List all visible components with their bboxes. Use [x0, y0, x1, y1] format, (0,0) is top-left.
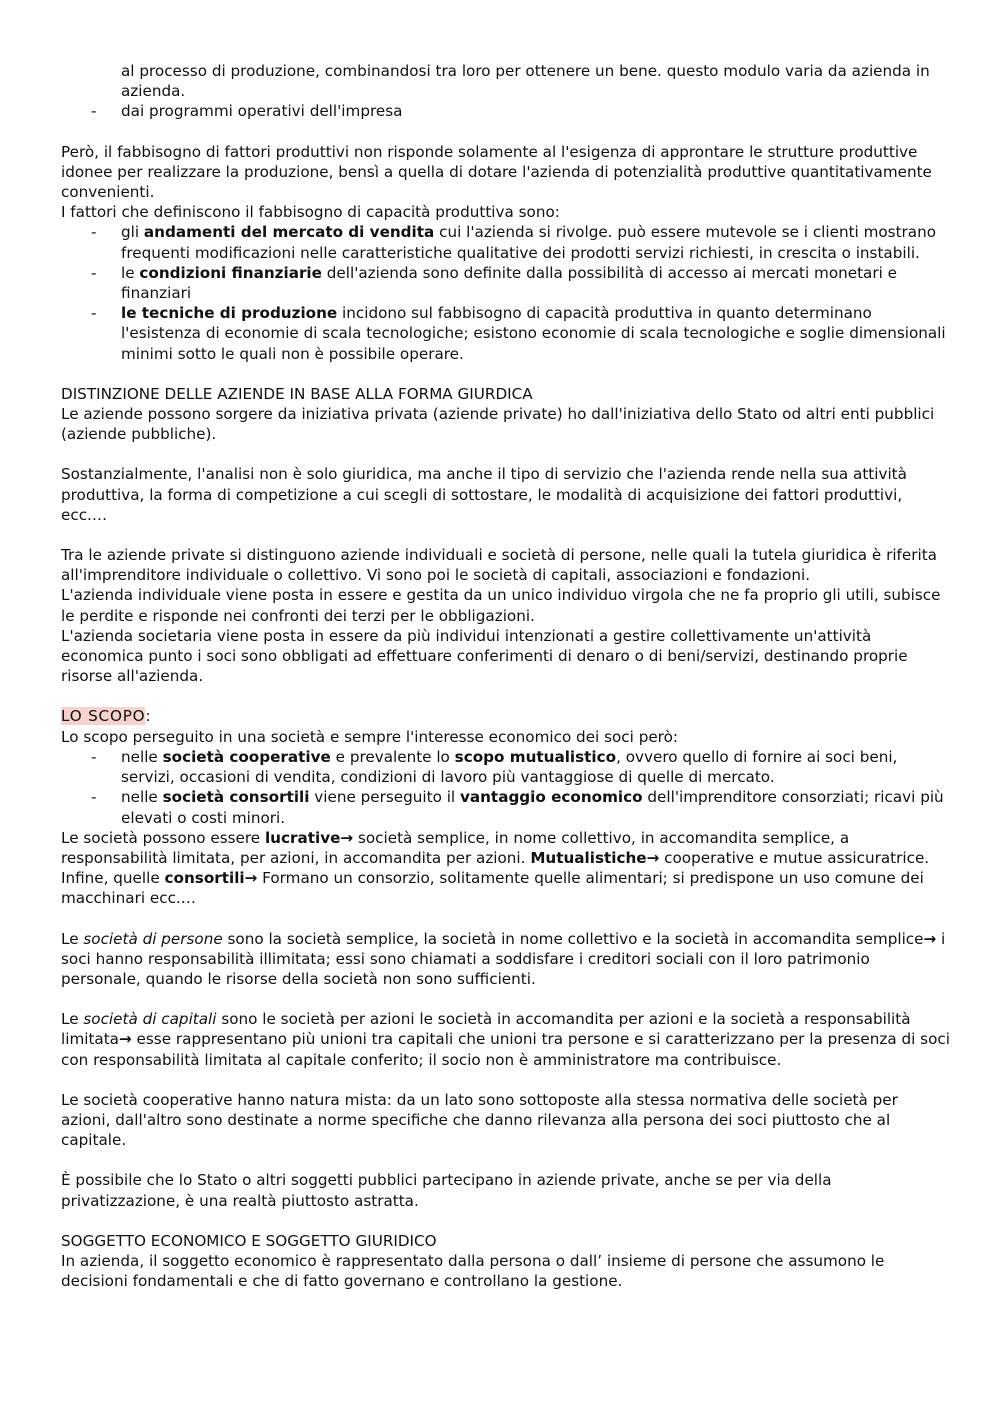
bold-term: Mutualistiche — [530, 848, 647, 867]
list-item-text: dai programmi operativi dell'impresa — [121, 102, 403, 121]
text: gli — [121, 223, 144, 242]
paragraph — [61, 929, 951, 990]
paragraph — [61, 828, 951, 909]
text: incidono sul fabbisogno di capacità produttiva in quanto determinano l'esistenza di economie di scala tecnologiche; esistono economie di scala tecnologiche e soglie dimensionali minimi sotto le quali non è possibile operare. — [121, 304, 946, 363]
bold-term: condizioni finanziarie — [139, 263, 322, 282]
bullet-dash: - — [91, 102, 97, 121]
text: i soci hanno responsabilità illimitata; essi sono chiamati a soddisfare i creditori sociali con il loro patrimonio personale, quando le risorse della società non sono sufficienti. — [61, 929, 946, 988]
bullet-dash: - — [91, 263, 97, 282]
list-item — [61, 263, 951, 303]
paragraph: Però, il fabbisogno di fattori produttivi non risponde solamente al l'esigenza di approntare le strutture produttive idonee per realizzare la produzione, bensì a quella di dotare l'azienda di potenzialità produttive quantitativamente convenienti. — [61, 142, 932, 202]
document-page — [61, 61, 951, 1291]
list-item — [61, 303, 951, 364]
bullet-dash: - — [91, 304, 97, 323]
bold-term: scopo mutualistico — [454, 747, 617, 766]
bold-term: lucrative — [264, 828, 341, 847]
text: Le società possono essere — [61, 828, 265, 847]
text: dell'imprenditore consorziati; ricavi più elevati o costi minori. — [121, 788, 944, 827]
text: sono le società per azioni le società in accomandita per azioni e la società a responsabilità limitata — [61, 1010, 911, 1049]
section-heading: DISTINZIONE DELLE AZIENDE IN BASE ALLA FORMA GIURDICA — [61, 384, 533, 403]
intro-continuation: al processo di produzione, combinandosi tra loro per ottenere un bene. questo modulo varia da azienda in azienda. — [121, 62, 930, 101]
paragraph: È possibile che lo Stato o altri soggetti pubblici partecipano in aziende private, anche se per via della privatizzazione, è una realtà piuttosto astratta. — [61, 1171, 832, 1210]
paragraph: Lo scopo perseguito in una società e sempre l'interesse economico dei soci però: — [61, 727, 678, 746]
list-item — [61, 787, 951, 827]
text: cui l'azienda si rivolge. può essere mutevole se i clienti mostrano frequenti modificazioni nelle caratteristiche qualitative dei prodotti servizi richiesti, in crescita o instabili. — [121, 223, 937, 262]
bold-term: consortili — [164, 869, 245, 888]
text: esse rappresentano più unioni tra capitali che unioni tra persone e si caratterizzano per la presenza di soci con responsabilità limitata al capitale conferito; il socio non è amministratore ma contribuisce. — [61, 1030, 950, 1069]
bold-term: società cooperative — [162, 747, 331, 766]
paragraph: L'azienda individuale viene posta in essere e gestita da un unico individuo virgola che ne fa proprio gli utili, subisce le perdite e risponde nei confronti dei terzi per le obbligazioni. — [61, 586, 941, 625]
italic-term: società di capitali — [83, 1010, 217, 1029]
text: le — [121, 263, 140, 282]
bold-term: le tecniche di produzione — [121, 304, 338, 323]
text: , ovvero quello di fornire ai soci beni, servizi, occasioni di vendita, condizioni di lavoro più vantaggiose di quelle di mercato. — [121, 747, 898, 787]
bullet-dash: - — [91, 747, 97, 766]
paragraph: Le aziende possono sorgere da iniziativa privata (aziende private) ho dall'iniziativa dello Stato od altri enti pubblici (aziende pubbliche). — [61, 405, 935, 444]
arrow-icon: → — [646, 848, 660, 867]
text: nelle — [121, 788, 163, 807]
paragraph: Le società cooperative hanno natura mista: da un lato sono sottoposte alla stessa normativa delle società per azioni, dall'altro sono destinate a norme specifiche che danno rilevanza alla persona dei soci piuttosto che al capitale. — [61, 1090, 898, 1150]
text: sono la società semplice, la società in nome collettivo e la società in accomandita semplice — [222, 929, 924, 948]
italic-term: società di persone — [83, 929, 223, 948]
section-heading-scopo — [61, 706, 951, 726]
paragraph — [61, 1009, 951, 1070]
text: Formano un consorzio, solitamente quelle alimentari; si predispone un uso comune dei macchinari ecc.… — [61, 869, 924, 908]
bold-term: vantaggio economico — [459, 788, 643, 807]
bullet-dash: - — [91, 223, 97, 242]
bullet-dash: - — [91, 788, 97, 807]
paragraph: I fattori che definiscono il fabbisogno di capacità produttiva sono: — [61, 203, 560, 222]
text: cooperative e mutue assicuratrice. Infine, quelle — [61, 848, 930, 888]
text: e prevalente lo — [330, 747, 455, 766]
arrow-icon: → — [244, 869, 258, 888]
highlighted-heading: LO SCOPO — [61, 707, 146, 726]
paragraph: Sostanzialmente, l'analisi non è solo giuridica, ma anche il tipo di servizio che l'azienda rende nella sua attività produttiva, la forma di competizione a cui scegli di sottostare, le modalità di acquisizione dei fattori produttivi, ecc.… — [61, 465, 907, 524]
bold-term: andamenti del mercato di vendita — [143, 223, 435, 242]
list-item — [61, 747, 951, 787]
paragraph: L'azienda societaria viene posta in essere da più individui intenzionati a gestire collettivamente un'attività economica punto i soci sono obbligati ad effettuare conferimenti di denaro o di beni/servizi, destinando proprie risorse all'azienda. — [61, 626, 908, 686]
list-item — [61, 222, 951, 262]
text: Le — [61, 1010, 84, 1029]
arrow-icon: → — [340, 828, 354, 847]
list-item — [61, 101, 951, 121]
paragraph: Tra le aziende private si distinguono aziende individuali e società di persone, nelle quali la tutela giuridica è riferita all'imprenditore individuale o collettivo. Vi sono poi le società di capitali, associazioni e fondazioni. — [61, 546, 937, 585]
text: Le — [61, 929, 84, 948]
text: dell'azienda sono definite dalla possibilità di accesso ai mercati monetari e finanziari — [121, 263, 897, 303]
text: società semplice, in nome collettivo, in accomandita semplice, a responsabilità limitata, per azioni, in accomandita per azioni. — [61, 828, 850, 867]
arrow-icon: → — [118, 1030, 132, 1049]
text: nelle — [121, 747, 163, 766]
text: viene perseguito il — [309, 788, 460, 807]
arrow-icon: → — [923, 929, 937, 948]
paragraph: In azienda, il soggetto economico è rappresentato dalla persona o dall’ insieme di persone che assumono le decisioni fondamentali e che di fatto governano e controllano la gestione. — [61, 1251, 885, 1291]
heading-colon: : — [145, 707, 151, 726]
section-heading: SOGGETTO ECONOMICO E SOGGETTO GIURIDICO — [61, 1231, 437, 1250]
bold-term: società consortili — [162, 788, 310, 807]
